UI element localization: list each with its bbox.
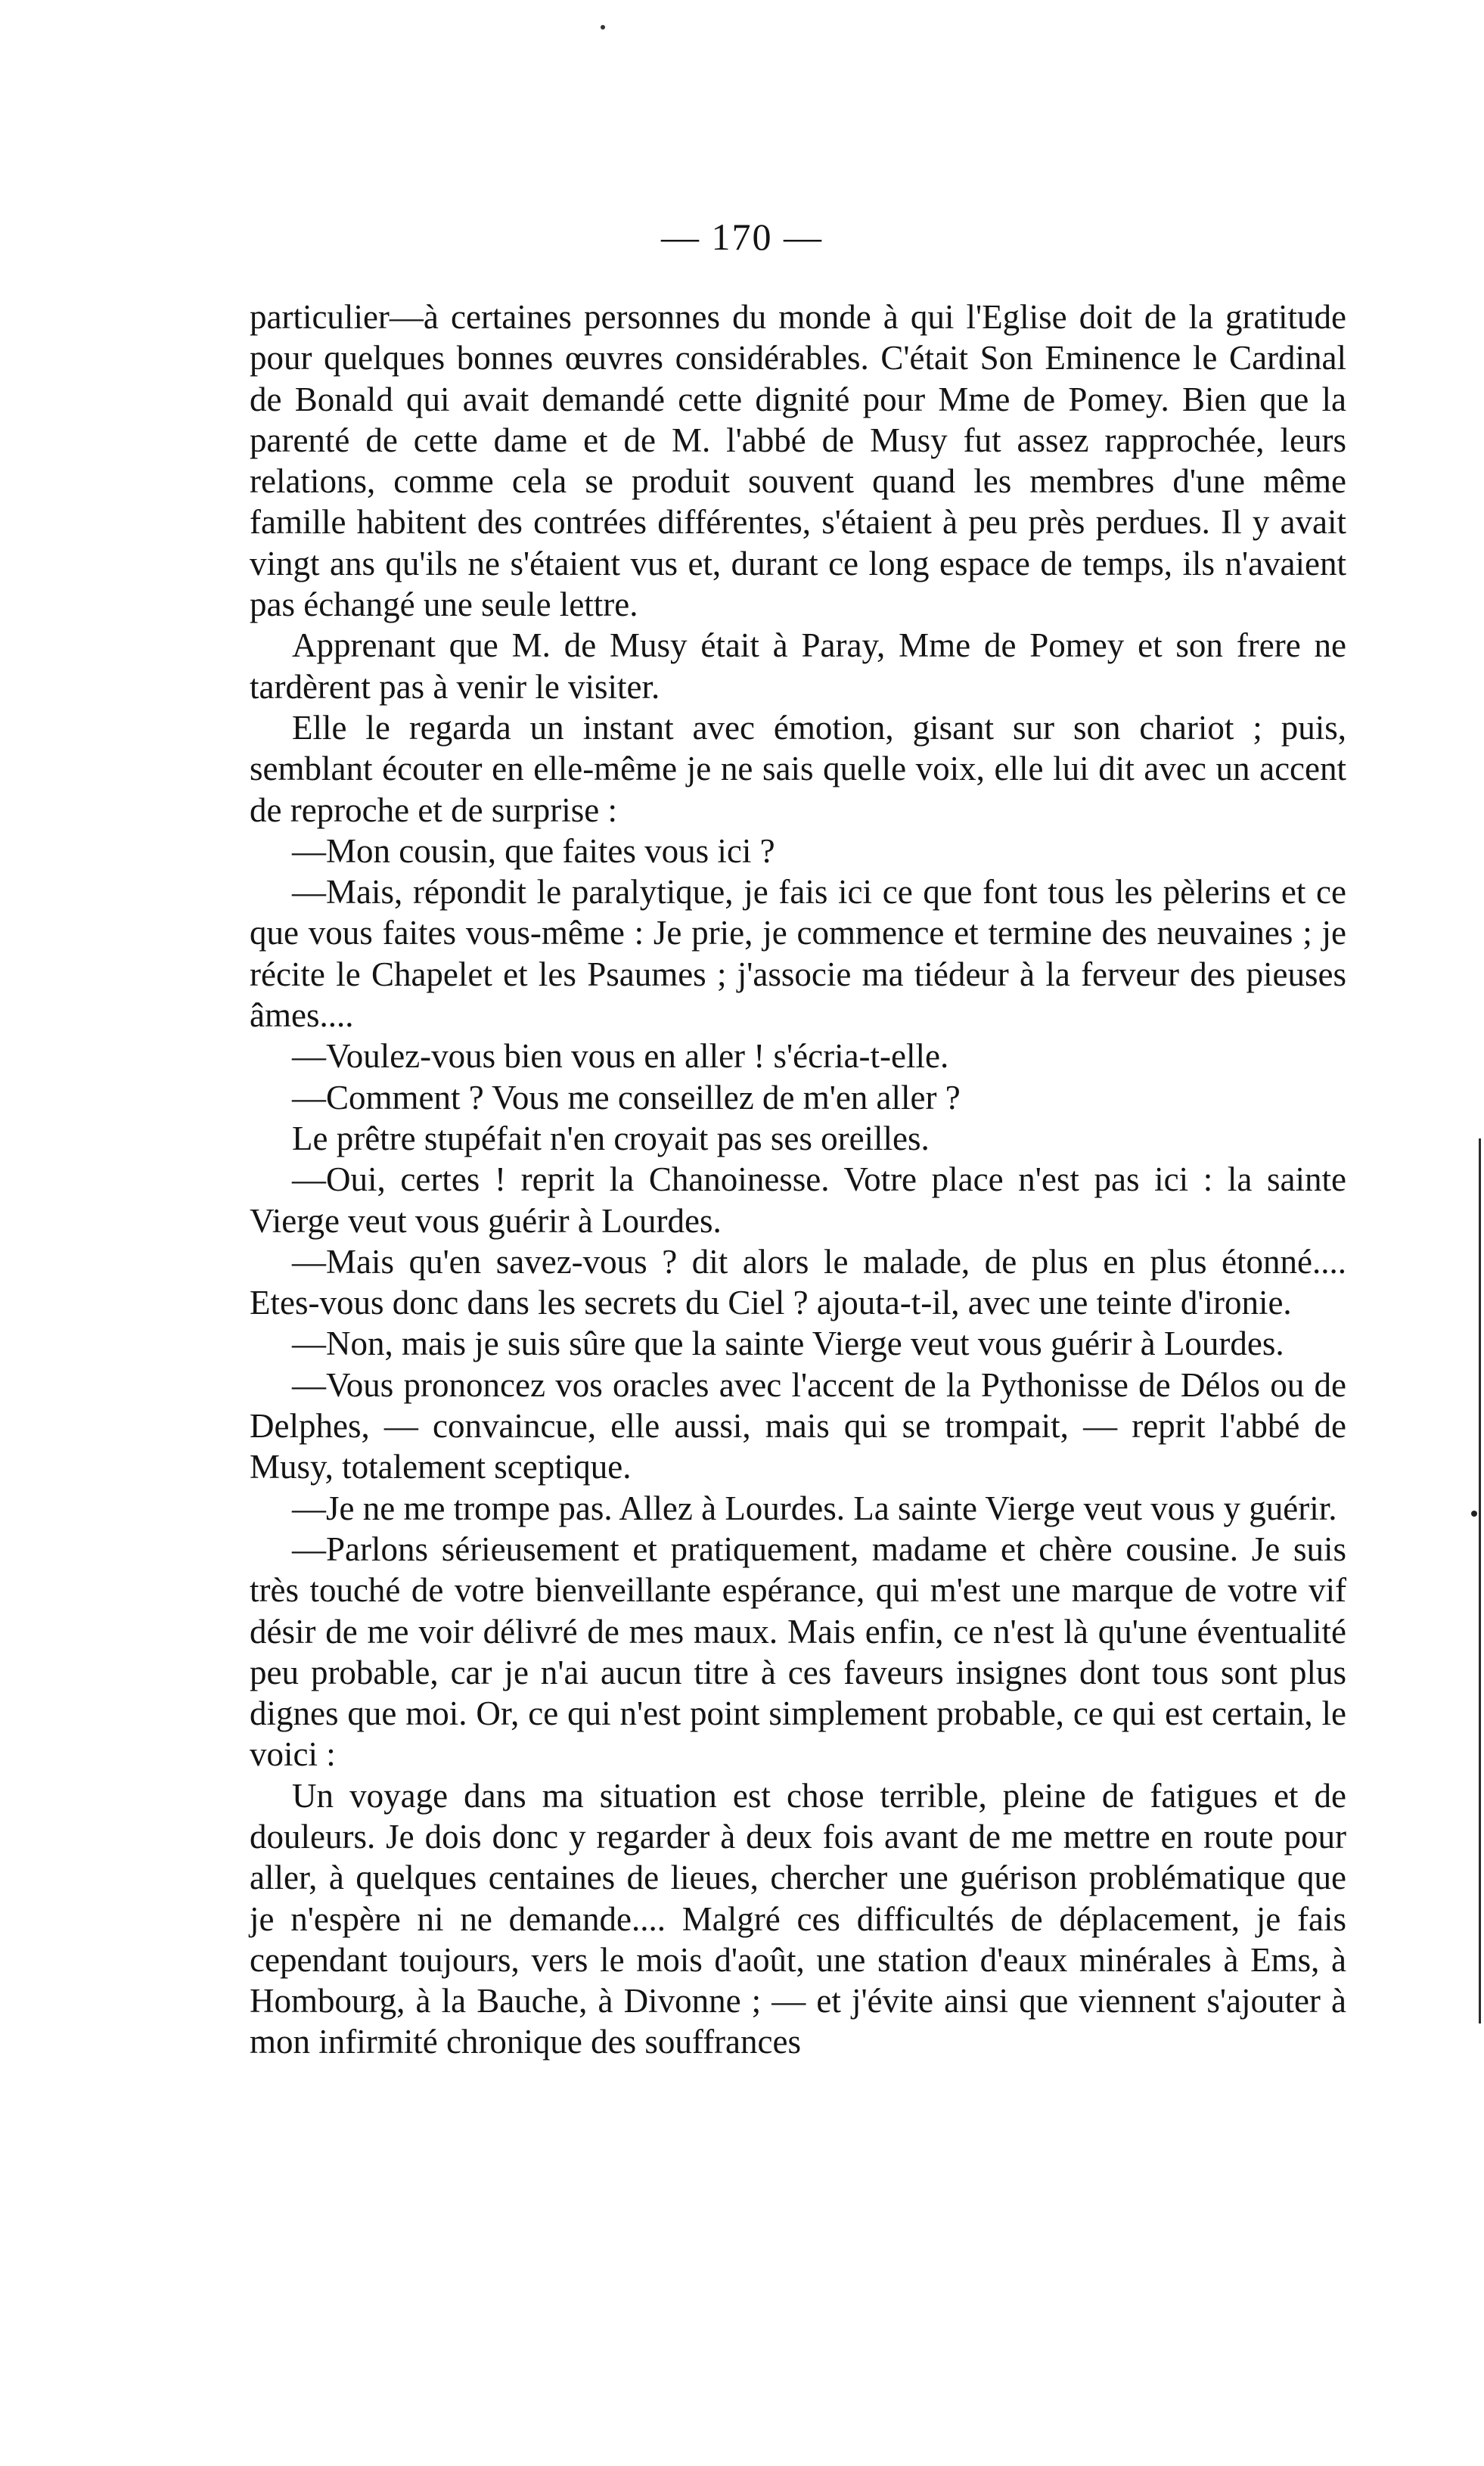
paragraph: —Parlons sérieusement et pratiquement, madame et chère cousine. Je suis très touché de votre bienveillante espérance, qui m'est une marque de votre vif désir de me voir délivré de mes maux. Mais enfin, ce n'est là qu'une éventualité peu probable, car je n'ai aucun titre à ces faveurs insignes dont tous sont plus dignes que moi. Or, ce qui n'est point simplement probable, ce qui est certain, le voici : xyxy=(250,1530,1346,1774)
stray-dot-top xyxy=(601,25,605,30)
page-number: — 170 — xyxy=(661,216,823,258)
paragraph: —Mais, répondit le paralytique, je fais ici ce que font tous les pèlerins et ce que vous faites vous-même : Je prie, je commence et termine des neuvaines ; je récite le Chapelet et les Psaumes ; j'associe ma tiédeur à la ferveur des pieuses âmes.... xyxy=(250,873,1346,1035)
paragraph: —Vous prononcez vos oracles avec l'accent de la Pythonisse de Délos ou de Delphes, — convaincue, elle aussi, mais qui se trompait, — reprit l'abbé de Musy, totalement sceptique. xyxy=(250,1365,1346,1486)
paragraph: particulier—à certaines personnes du monde à qui l'Eglise doit de la gratitude pour quelques bonnes œuvres considérables. C'était Son Eminence le Cardinal de Bonald qui avait demandé cette dignité pour Mme de Pomey. Bien que la parenté de cette dame et de M. l'abbé de Musy fut assez rapprochée, leurs relations, comme cela se produit souvent quand les membres d'une même famille habitent des contrées différentes, s'étaient à peu près perdues. Il y avait vingt ans qu'ils ne s'étaient vus et, durant ce long espace de temps, ils n'avaient pas échangé une seule lettre. xyxy=(250,298,1346,624)
margin-rule xyxy=(1479,1138,1481,2023)
paragraph: —Comment ? Vous me conseillez de m'en aller ? xyxy=(292,1078,961,1117)
body-text xyxy=(250,297,1346,2063)
paragraph: —Je ne me trompe pas. Allez à Lourdes. La sainte Vierge veut vous y guérir. xyxy=(292,1489,1337,1527)
paragraph: —Voulez-vous bien vous en aller ! s'écria-t-elle. xyxy=(292,1037,949,1076)
paragraph: Apprenant que M. de Musy était à Paray, Mme de Pomey et son frere ne tardèrent pas à venir le visiter. xyxy=(250,626,1346,706)
paragraph: —Mon cousin, que faites vous ici ? xyxy=(292,831,775,870)
paragraph: —Oui, certes ! reprit la Chanoinesse. Votre place n'est pas ici : la sainte Vierge veut vous guérir à Lourdes. xyxy=(250,1160,1346,1240)
stray-dot-margin xyxy=(1471,1511,1477,1517)
paragraph: —Mais qu'en savez-vous ? dit alors le malade, de plus en plus étonné.... Etes-vous donc dans les secrets du Ciel ? ajouta-t-il, avec une teinte d'ironie. xyxy=(250,1242,1346,1322)
paragraph: Un voyage dans ma situation est chose terrible, pleine de fatigues et de douleurs. Je dois donc y regarder à deux fois avant de me mettre en route pour aller, à quelques centaines de lieues, chercher une guérison problématique que je n'espère ni ne demande.... Malgré ces difficultés de déplacement, je fais cependant toujours, vers le mois d'août, une station d'eaux minérales à Ems, à Hombourg, à la Bauche, à Divonne ; — et j'évite ainsi que viennent s'ajouter à mon infirmité chronique des souffrances xyxy=(250,1776,1346,2061)
paragraph: Le prêtre stupéfait n'en croyait pas ses oreilles. xyxy=(292,1119,930,1157)
paragraph: —Non, mais je suis sûre que la sainte Vierge veut vous guérir à Lourdes. xyxy=(292,1325,1284,1363)
paragraph: Elle le regarda un instant avec émotion, gisant sur son chariot ; puis, semblant écouter en elle-même je ne sais quelle voix, elle lui dit avec un accent de reproche et de surprise : xyxy=(250,708,1346,829)
